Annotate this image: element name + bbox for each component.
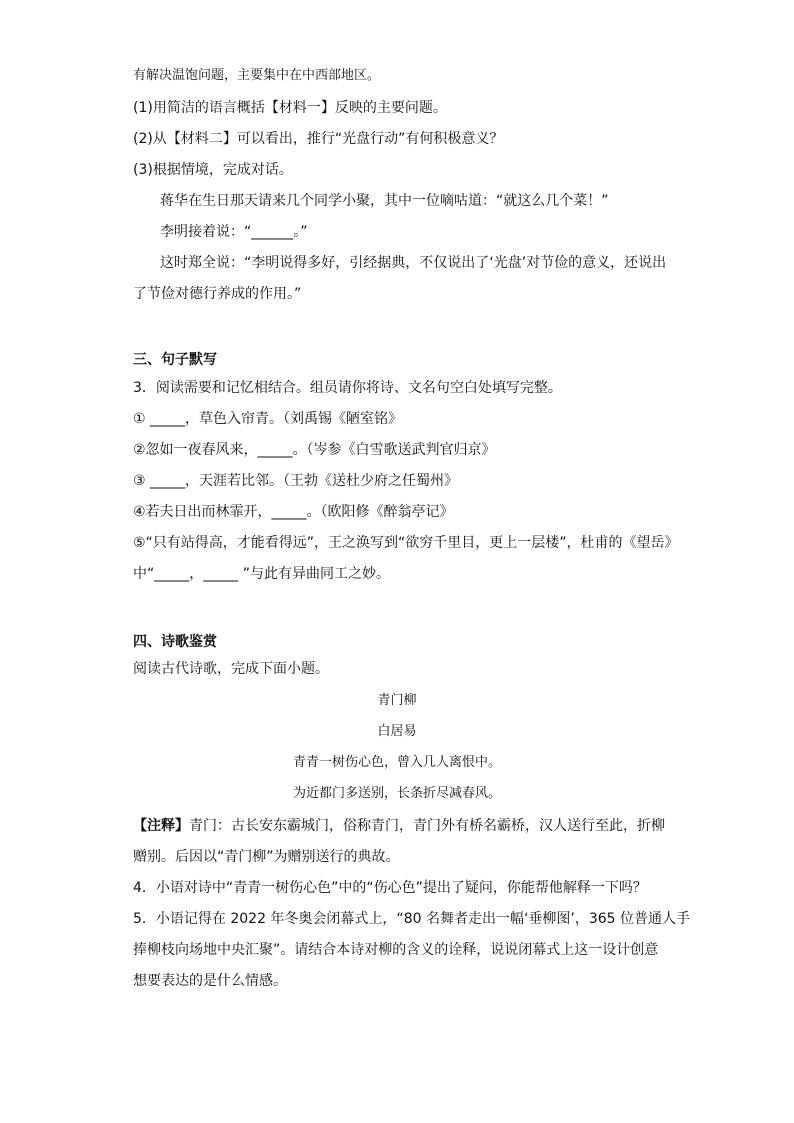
poem-line-1: 青青一树伤心色，曾入几人离恨中。: [292, 755, 501, 770]
recite-item-1: ① _____，草色入帘青。（刘禹锡《陋室铭》: [133, 411, 402, 427]
poem-note-cont: 赠别。后因以“青门柳”为赠别送行的典故。: [133, 849, 400, 865]
section-4-heading: 四、诗歌鉴赏: [133, 634, 217, 650]
recite-item-5-cont: 中“_____，_____ ”与此有异曲同工之妙。: [133, 566, 390, 582]
question-5: 5．小语记得在 2022 年冬奥会闭幕式上，“80 名舞者走出一幅‘垂柳图’，365 位普通人手: [133, 911, 691, 927]
question-4: 4．小语对诗中“青青一树伤心色”中的“伤心色”提出了疑问，你能帮他解释一下吗？: [133, 880, 647, 896]
poem-intro: 阅读古代诗歌，完成下面小题。: [133, 661, 329, 677]
dialog-line-1: 蒋华在生日那天请来几个同学小聚，其中一位嘀咕道：“就这么几个菜！”: [160, 193, 609, 209]
subquestion-2: (2)从【材料二】可以看出，推行“光盘行动”有何积极意义？: [133, 131, 504, 147]
section-3-heading: 三、句子默写: [133, 352, 217, 368]
poem-note: [133, 816, 665, 836]
note-text: 青门：古长安东霸城门，俗称青门，青门外有桥名霸桥，汉人送行至此，折柳: [189, 818, 665, 834]
recite-item-2: ②忽如一夜春风来，_____。（岑参《白雪歌送武判官归京》: [133, 442, 496, 458]
question-5-cont-2: 想要表达的是什么情感。: [133, 973, 287, 989]
poem-author: 白居易: [377, 724, 417, 739]
subquestion-1: (1)用简洁的语言概括【材料一】反映的主要问题。: [133, 100, 447, 116]
recite-item-5: ⑤“只有站得高，才能看得远”，王之涣写到“欲穷千里目，更上一层楼”，杜甫的《望岳》: [133, 535, 679, 551]
recite-item-4: ④若夫日出而林霏开，_____。（欧阳修《醉翁亭记》: [133, 504, 454, 520]
subquestion-3: (3)根据情境，完成对话。: [133, 162, 293, 178]
question-5-cont-1: 捧柳枝向场地中央汇聚”。请结合本诗对柳的含义的诠释，说说闭幕式上这一设计创意: [133, 942, 659, 958]
recite-item-3: ③ _____，天涯若比邻。（王勃《送杜少府之任蜀州》: [133, 473, 458, 489]
note-label: 【注释】: [133, 818, 189, 834]
poem-line-2: 为近都门多送别，长条折尽减春风。: [292, 786, 501, 801]
poem-title: 青门柳: [377, 693, 417, 708]
material-tail: 有解决温饱问题，主要集中在中西部地区。: [133, 68, 381, 83]
question-3: 3．阅读需要和记忆相结合。组员请你将诗、文名句空白处填写完整。: [133, 380, 562, 396]
dialog-line-2: 李明接着说：“______。”: [160, 224, 308, 240]
dialog-line-3: 这时郑全说：“李明说得多好，引经据典，不仅说出了‘光盘’对节俭的意义，还说出: [160, 255, 667, 271]
dialog-line-3-cont: 了节俭对德行养成的作用。”: [133, 286, 302, 302]
